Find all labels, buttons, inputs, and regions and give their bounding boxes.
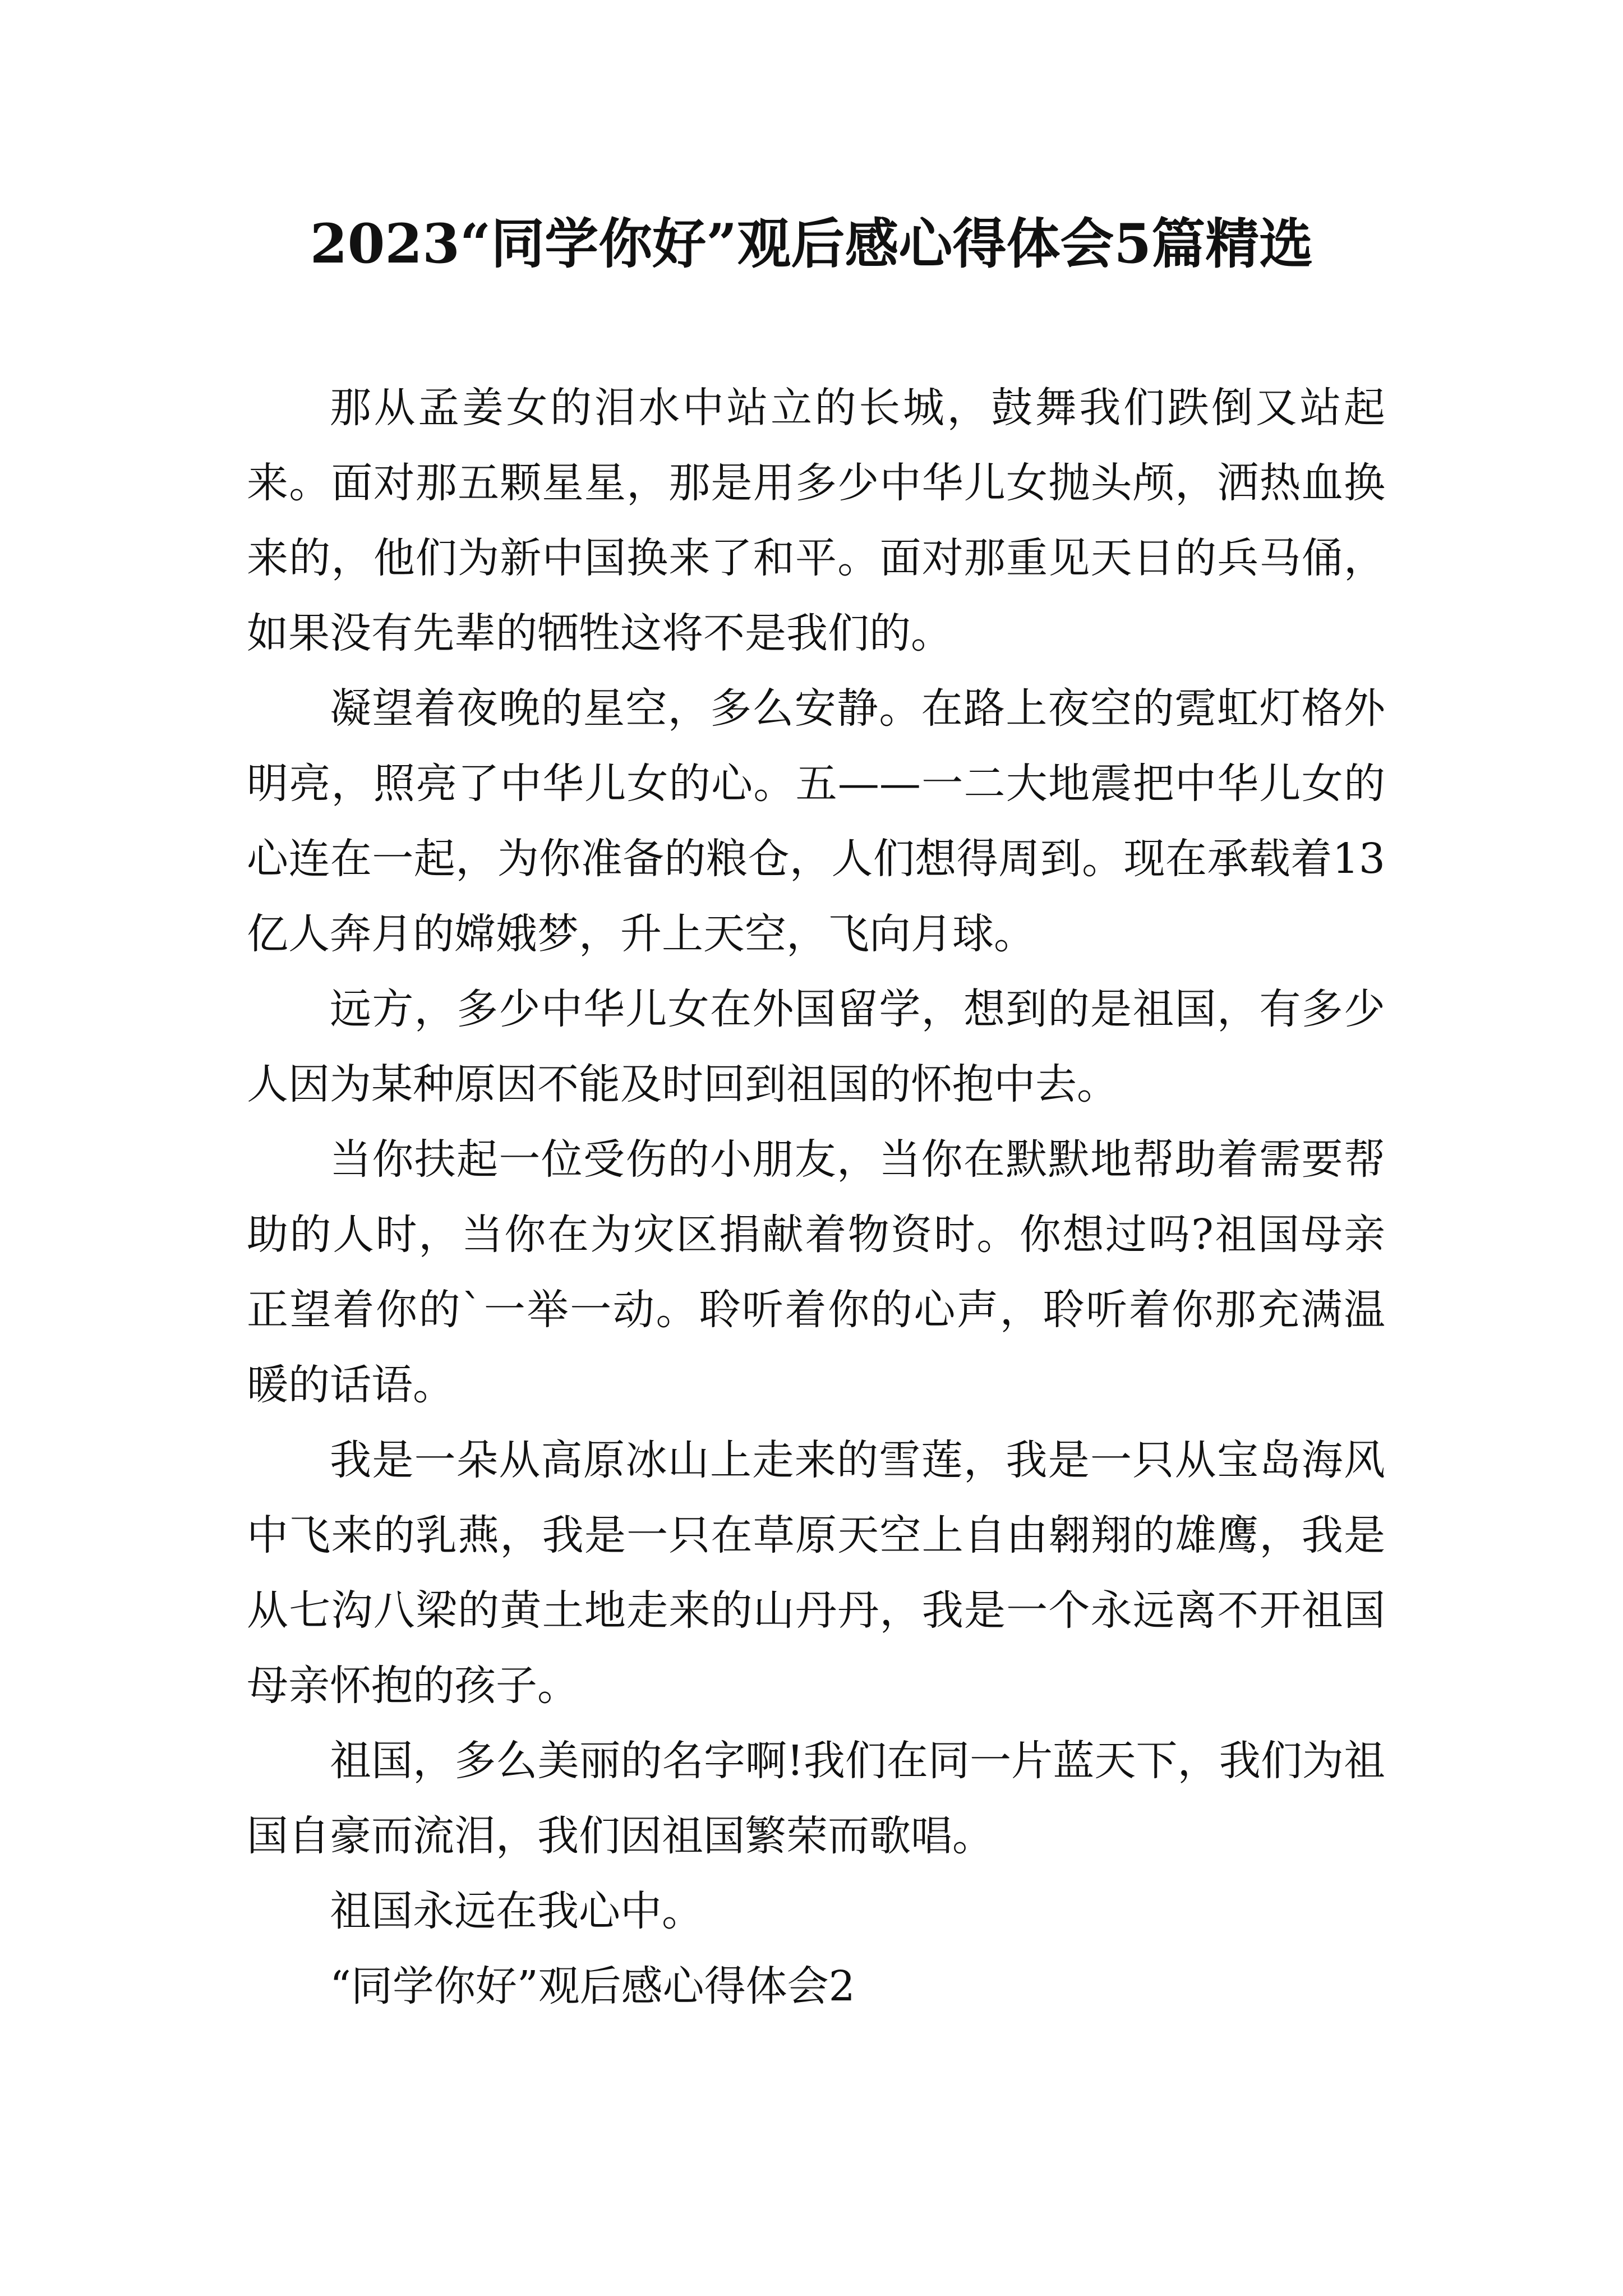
document-body <box>247 370 1385 2024</box>
paragraph: 凝望着夜晚的星空，多么安静。在路上夜空的霓虹灯格外明亮，照亮了中华儿女的心。五——一二大地震把中华儿女的心连在一起，为你准备的粮仓，人们想得周到。现在承载着13亿人奔月的嫦娥梦，升上天空，飞向月球。 <box>247 684 1385 958</box>
paragraph: 那从孟姜女的泪水中站立的长城，鼓舞我们跌倒又站起来。面对那五颗星星，那是用多少中华儿女抛头颅，洒热血换来的，他们为新中国换来了和平。面对那重见天日的兵马俑，如果没有先辈的牺牲这将不是我们的。 <box>247 384 1385 657</box>
document-title: 2023“同学你好”观后感心得体会5篇精选 <box>310 212 1313 275</box>
paragraph: 我是一朵从高原冰山上走来的雪莲，我是一只从宝岛海风中飞来的乳燕，我是一只在草原天空上自由翱翔的雄鹰，我是从七沟八梁的黄土地走来的山丹丹，我是一个永远离不开祖国母亲怀抱的孩子。 <box>247 1436 1385 1710</box>
paragraph: 祖国永远在我心中。 <box>330 1887 703 1935</box>
paragraph: 当你扶起一位受伤的小朋友，当你在默默地帮助着需要帮助的人时，当你在为灾区捐献着物资时。你想过吗?祖国母亲正望着你的`一举一动。聆听着你的心声，聆听着你那充满温暖的话语。 <box>247 1135 1385 1409</box>
section-heading: “同学你好”观后感心得体会2 <box>330 1962 855 2010</box>
paragraph: 祖国，多么美丽的名字啊!我们在同一片蓝天下，我们为祖国自豪而流泪，我们因祖国繁荣而歌唱。 <box>247 1737 1385 1860</box>
paragraph: 远方，多少中华儿女在外国留学，想到的是祖国，有多少人因为某种原因不能及时回到祖国的怀抱中去。 <box>247 985 1385 1108</box>
